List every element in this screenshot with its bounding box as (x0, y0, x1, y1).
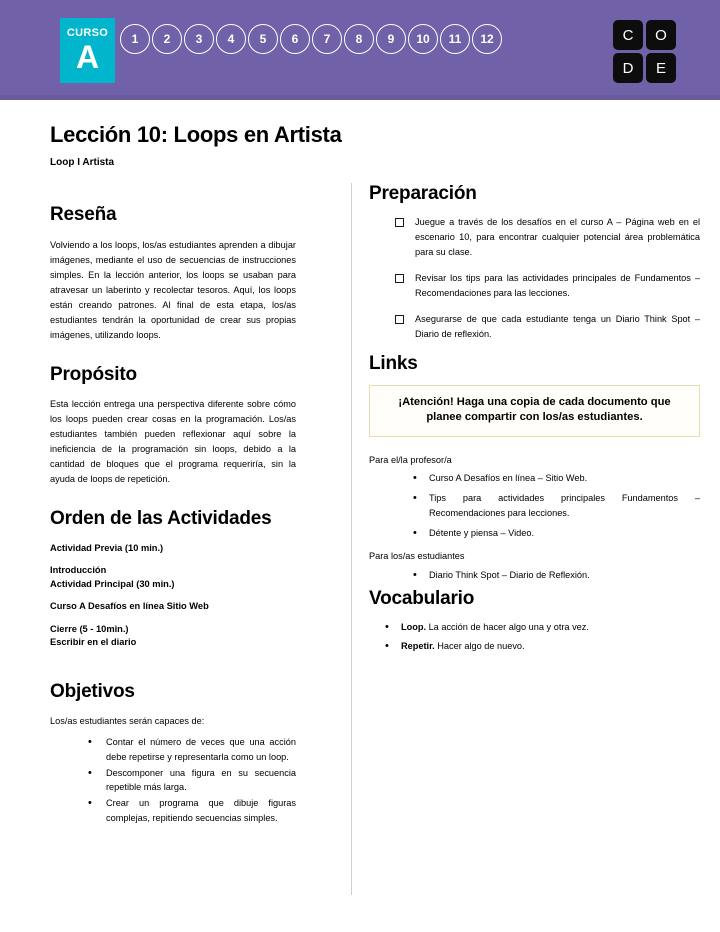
agenda-line: Curso A Desafíos en línea Sitio Web (50, 601, 209, 612)
list-item: • Contar el número de veces que una acción debe repetirse y representarla como un loop. (106, 735, 296, 764)
list-item[interactable]: • Détente y piensa – Video. (429, 526, 700, 541)
code-logo-key-d: D (613, 53, 643, 83)
preparacion-checklist (369, 215, 700, 341)
links-teacher-label: Para el/la profesor/a (369, 454, 452, 465)
agenda-group (50, 600, 296, 613)
agenda-group (50, 564, 296, 591)
section-heading-orden-actividades: Orden de las Actividades (50, 507, 272, 529)
lesson-number-5[interactable]: 5 (248, 24, 278, 54)
agenda-group (50, 623, 296, 650)
right-column (351, 183, 720, 826)
title-block (0, 100, 720, 169)
list-item: • Descomponer una figura en su secuencia repetible más larga. (106, 766, 296, 795)
section-heading-preparacion: Preparación (369, 183, 477, 205)
links-student-list (369, 568, 700, 583)
lesson-document (0, 100, 720, 826)
code-logo-key-c: C (613, 20, 643, 50)
page-title: Lección 10: Loops en Artista (50, 122, 342, 147)
agenda-line: Introducción (50, 565, 107, 576)
resena-body: Volviendo a los loops, los/as estudiantes aprenden a dibujar imágenes, mediante el uso de secuencias de instrucciones simples. En la lección anterior, los loops se usaban para atravesar un laberinto y recolectar tesoros. Aquí, los loops están creando patrones. Al final de esta etapa, los/as estudiantes tendrán la oportunidad de crear sus propias imágenes, utilizando loops. (50, 240, 296, 340)
lesson-number-6[interactable]: 6 (280, 24, 310, 54)
section-heading-vocabulario: Vocabulario (369, 587, 475, 609)
checklist-item[interactable]: Revisar los tips para las actividades principales de Fundamentos – Recomendaciones para las lecciones. (415, 271, 700, 301)
agenda-line: Actividad Principal (30 min.) (50, 578, 175, 589)
lesson-number-1[interactable]: 1 (120, 24, 150, 54)
page-subtitle: Loop I Artista (50, 157, 115, 169)
section-heading-links: Links (369, 352, 418, 374)
vocabulario-list (369, 620, 700, 655)
lesson-number-12[interactable]: 12 (472, 24, 502, 54)
checklist-item[interactable]: Asegurarse de que cada estudiante tenga un Diario Think Spot – Diario de reflexión. (415, 312, 700, 342)
section-heading-proposito: Propósito (50, 363, 137, 385)
links-student-label: Para los/as estudiantes (369, 550, 465, 561)
lesson-number-11[interactable]: 11 (440, 24, 470, 54)
lesson-number-4[interactable]: 4 (216, 24, 246, 54)
vocabulary-term: Loop. (401, 621, 427, 632)
agenda-line: Actividad Previa (10 min.) (50, 542, 164, 553)
vocabulary-definition: Hacer algo de nuevo. (434, 641, 525, 652)
lesson-number-2[interactable]: 2 (152, 24, 182, 54)
list-item: • Crear un programa que dibuje figuras complejas, repitiendo secuencias simples. (106, 796, 296, 825)
course-badge-word: CURSO (66, 27, 109, 39)
proposito-body: Esta lección entrega una perspectiva diferente sobre cómo los loops pueden crear cosas en la programación. Los/as estudiantes también pueden reflexionar aquí sobre la ineficiencia de la programación sin loops, debido a la cantidad de bloques que el programa requeriría, sin la ayuda de loops de repetición. (50, 399, 296, 484)
course-badge-letter: A (75, 39, 100, 75)
list-item[interactable]: • Curso A Desafíos en línea – Sitio Web. (429, 471, 700, 486)
agenda-line: Cierre (5 - 10min.) (50, 623, 129, 634)
agenda-line: Escribir en el diario (50, 637, 137, 648)
links-teacher-list (369, 471, 700, 541)
page-header-banner (0, 0, 720, 100)
attention-callout (369, 385, 700, 437)
vocabulary-item (401, 639, 700, 654)
vocabulary-term: Repetir. (401, 641, 435, 652)
objetivos-list (50, 735, 296, 825)
lesson-number-7[interactable]: 7 (312, 24, 342, 54)
lesson-number-10[interactable]: 10 (408, 24, 438, 54)
section-heading-objetivos: Objetivos (50, 680, 135, 702)
lesson-number-nav (120, 24, 502, 54)
two-column-body (0, 183, 720, 826)
lesson-number-3[interactable]: 3 (184, 24, 214, 54)
vocabulary-item (401, 620, 700, 635)
objetivos-lead: Los/as estudiantes serán capaces de: (50, 716, 205, 727)
agenda-group (50, 542, 296, 555)
vocabulary-definition: La acción de hacer algo una y otra vez. (426, 621, 589, 632)
list-item[interactable]: • Diario Think Spot – Diario de Reflexión. (429, 568, 700, 583)
code-logo-key-e: E (646, 53, 676, 83)
column-divider (351, 183, 352, 895)
course-badge (60, 18, 115, 83)
code-logo-key-o: O (646, 20, 676, 50)
lesson-number-9[interactable]: 9 (376, 24, 406, 54)
attention-callout-text: ¡Atención! Haga una copia de cada documento que planee compartir con los/as estudiantes. (398, 395, 671, 424)
code-org-logo (613, 20, 676, 83)
checklist-item[interactable]: Juegue a través de los desafíos en el curso A – Página web en el escenario 10, para encontrar cualquier potencial área problemática para su clase. (415, 215, 700, 260)
section-heading-resena: Reseña (50, 204, 117, 226)
lesson-number-8[interactable]: 8 (344, 24, 374, 54)
left-column (0, 183, 351, 826)
list-item[interactable]: • Tips para actividades principales Fundamentos – Recomendaciones para lecciones. (429, 491, 700, 521)
